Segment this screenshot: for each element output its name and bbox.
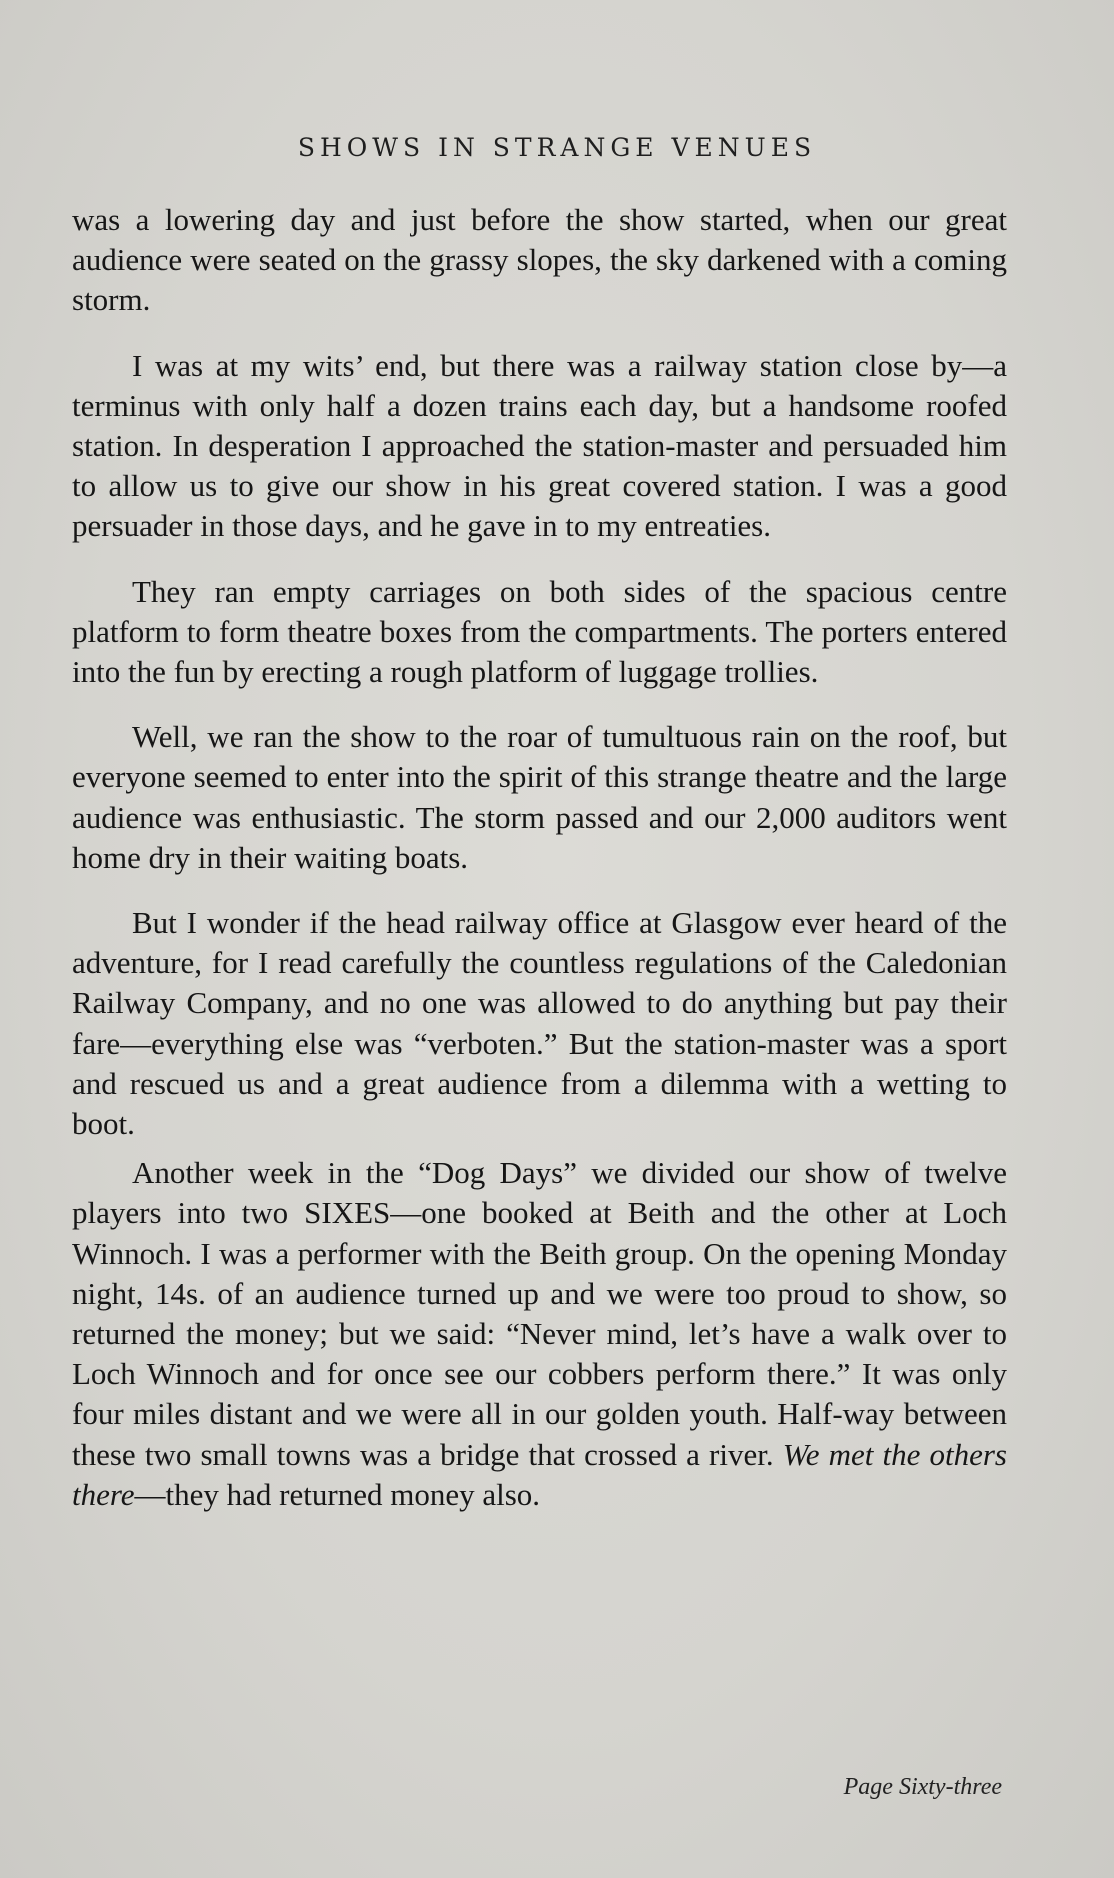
paragraph-2: I was at my wits’ end, but there was a railway station close by—a terminus with only half a dozen trains each day, but a handsome roofed station. In desperation I approached the station-master and persuaded him to allow us to give our show in his great covered station. I was a good persuader in those days, and he gave in to my entreaties. bbox=[72, 347, 1007, 544]
paragraph-6 bbox=[72, 1153, 1007, 1515]
paragraph-6-italic-text: We met the others there bbox=[72, 1436, 1007, 1512]
paragraph-6-text-after: —they had returned money also. bbox=[134, 1476, 541, 1512]
running-head: SHOWS IN STRANGE VENUES bbox=[297, 133, 817, 162]
body-text bbox=[72, 200, 1007, 1540]
paragraph-4: Well, we ran the show to the roar of tumultuous rain on the roof, but everyone seemed to enter into the spirit of this strange theatre and the large audience was enthusiastic. The storm passed and our 2,000 auditors went home dry in their waiting boats. bbox=[72, 719, 1007, 875]
paragraph-1: was a lowering day and just before the show started, when our great audience were seated on the grassy slopes, the sky darkened with a coming storm. bbox=[72, 202, 1007, 318]
paragraph-5: But I wonder if the head railway office at Glasgow ever heard of the adventure, for I read carefully the countless regulations of the Caledonian Railway Company, and no one was allowed to do anything but pay their fare—everything else was “verboten.” But the station-master was a sport and rescued us and a great audience from a dilemma with a wetting to boot. bbox=[72, 905, 1007, 1142]
page-number: Page Sixty-three bbox=[843, 1774, 1002, 1800]
paragraph-6-text-before: Another week in the “Dog Days” we divided our show of twelve players into two SIXES—one booked at Beith and the other at Loch Winnoch. I was a performer with the Beith group. On the opening Monday night, 14s. of an audience turned up and we were too proud to show, so returned the money; but we said: “Never mind, let’s have a walk over to Loch Winnoch and for once see our cobbers perform there.” It was only four miles distant and we were all in our golden youth. Half-way between these two small towns was a bridge that crossed a river. bbox=[72, 1155, 1007, 1472]
paragraph-3: They ran empty carriages on both sides of the spacious centre platform to form theatre boxes from the compartments. The porters entered into the fun by erecting a rough platform of luggage trollies. bbox=[72, 573, 1007, 690]
